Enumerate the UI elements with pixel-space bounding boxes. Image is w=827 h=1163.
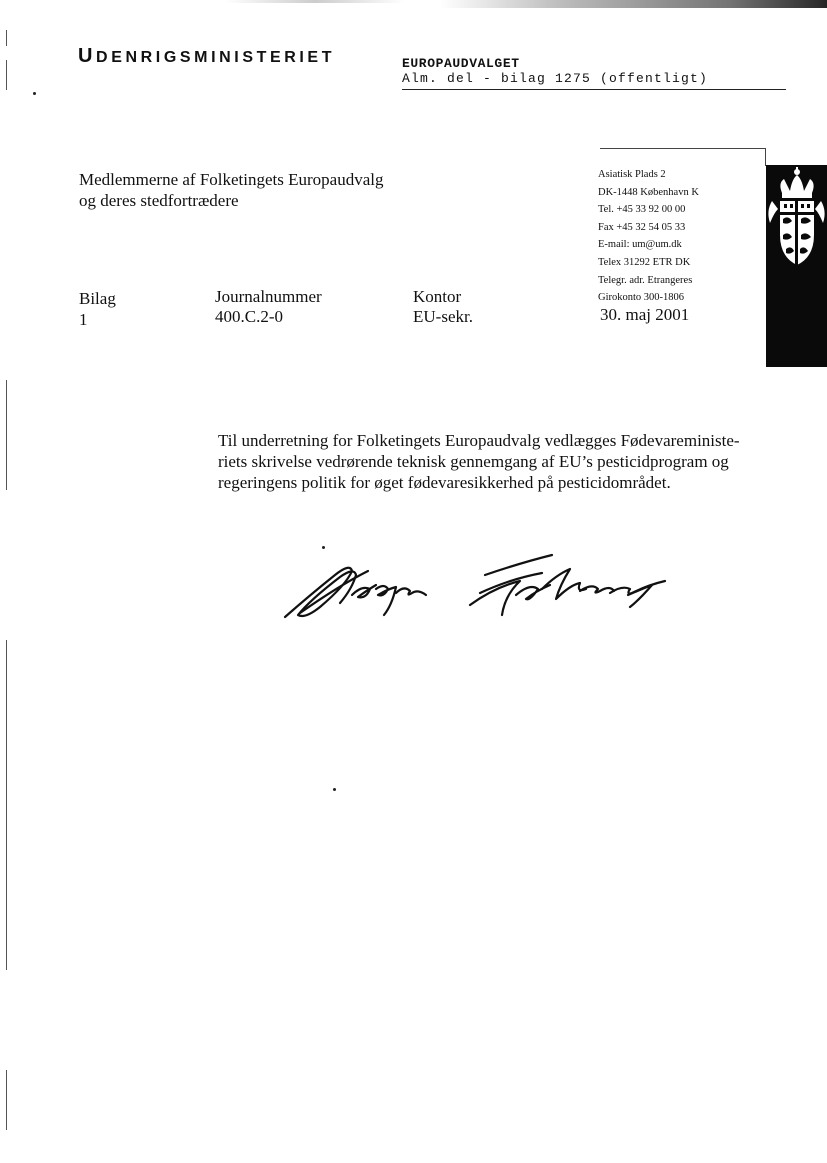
address-line: Fax +45 32 54 05 33	[598, 221, 686, 233]
stamp-subtitle: Alm. del - bilag 1275 (offentligt)	[402, 71, 709, 86]
address-line: Telegr. adr. Etrangeres	[598, 274, 693, 286]
scan-margin-mark	[6, 380, 7, 490]
scan-margin-mark	[6, 640, 7, 970]
address-line: Telex 31292 ETR DK	[598, 256, 691, 268]
ministry-name-initial: U	[78, 45, 97, 67]
ministry-name-rest: DENRIGSMINISTERIET	[96, 49, 336, 66]
letter-date: 30. maj 2001	[600, 305, 690, 324]
recipient-block	[79, 169, 439, 211]
address-line: E-mail: um@um.dk	[598, 239, 682, 251]
address-line: DK-1448 København K	[598, 186, 699, 198]
scan-margin-mark	[6, 30, 7, 46]
journal-value: 400.C.2-0	[215, 307, 283, 326]
address-line: Tel. +45 33 92 00 00	[598, 204, 686, 216]
scan-edge-shadow	[440, 0, 827, 8]
address-rule	[765, 148, 766, 166]
bilag-label: Bilag	[79, 289, 116, 308]
kontor-value: EU-sekr.	[413, 307, 473, 326]
stamp-underline	[402, 89, 786, 90]
scan-edge-shadow-left	[225, 0, 405, 3]
journal-label: Journalnummer	[215, 287, 322, 306]
body-line: Til underretning for Folketingets Europaudvalg vedlægges Fødevareministe-	[218, 431, 740, 450]
scan-speck	[33, 92, 36, 95]
signature-image	[280, 545, 670, 635]
scan-margin-mark	[6, 60, 7, 90]
stamp-title: EUROPAUDVALGET	[402, 56, 520, 71]
body-line: regeringens politik for øget fødevaresikkerhed på pesticidområdet.	[218, 473, 671, 492]
ministry-name	[78, 45, 335, 68]
coat-of-arms-bar	[766, 165, 827, 367]
address-line: Asiatisk Plads 2	[598, 169, 666, 180]
recipient-line: og deres stedfortrædere	[79, 191, 239, 210]
scan-speck	[333, 788, 336, 791]
recipient-line: Medlemmerne af Folketingets Europaudvalg	[79, 170, 384, 189]
address-block	[598, 166, 763, 307]
letter-body	[218, 430, 770, 493]
address-line: Girokonto 300-1806	[598, 292, 685, 304]
bilag-value: 1	[79, 310, 88, 329]
body-line: riets skrivelse vedrørende teknisk gennemgang af EU’s pesticidprogram og	[218, 452, 729, 471]
address-rule	[600, 148, 766, 149]
coat-of-arms-icon	[766, 165, 827, 275]
kontor-label: Kontor	[413, 287, 462, 306]
scan-margin-mark	[6, 1070, 7, 1130]
